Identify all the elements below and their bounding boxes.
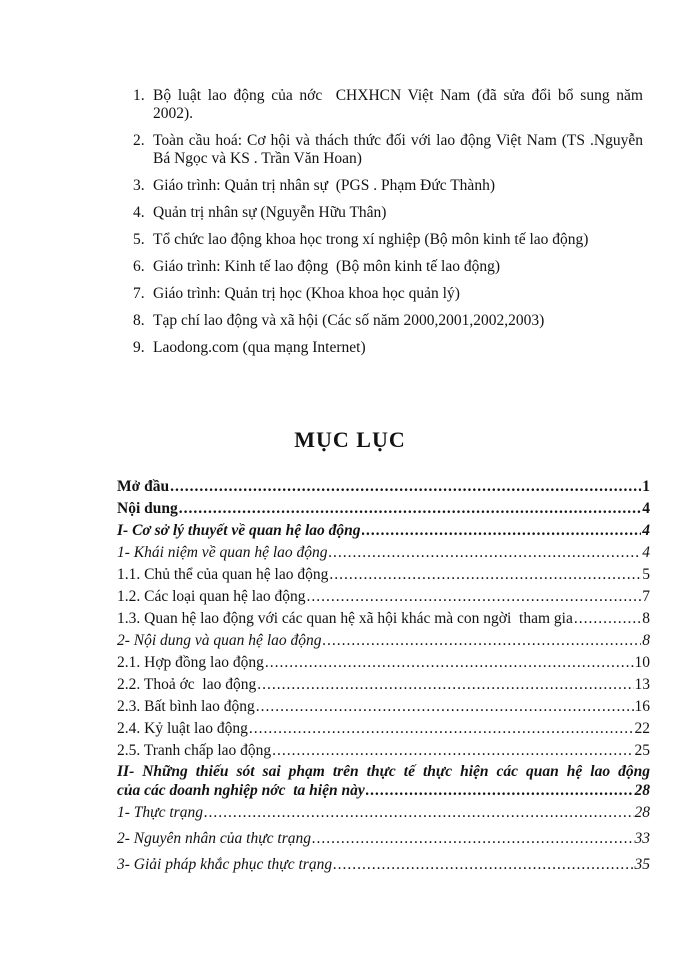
reference-number: 4. — [133, 204, 145, 221]
toc-page-number: 7 — [642, 588, 650, 605]
toc-entry — [117, 476, 650, 498]
toc-entry — [117, 696, 650, 718]
reference-list — [133, 87, 643, 366]
toc-page-number: 28 — [634, 782, 650, 799]
toc-leader-dots — [574, 608, 641, 630]
toc-page-number: 1 — [642, 478, 650, 495]
toc-entry-label: 2- Nguyên nhân của thực trạng — [117, 830, 311, 847]
reference-text: Tạp chí lao động và xã hội (Các số năm 2000,2001,2002,2003) — [153, 312, 545, 329]
reference-number: 1. — [133, 87, 145, 104]
toc-entry — [117, 652, 650, 674]
toc-leader-dots — [307, 586, 642, 608]
toc-leader-dots — [323, 630, 642, 652]
reference-text: Toàn cầu hoá: Cơ hội và thách thức đối với lao động Việt Nam (TS .Nguyễn Bá Ngọc và KS . Trần Văn Hoan) — [153, 132, 643, 167]
toc-entry-label: 1- Khái niệm về quan hệ lao động — [117, 544, 328, 561]
reference-item — [133, 132, 643, 168]
toc-page-number: 33 — [634, 830, 650, 847]
toc-leader-dots — [312, 826, 634, 852]
toc-entry-label: của các doanh nghiệp nớc ta hiện này — [117, 782, 365, 799]
reference-item — [133, 231, 643, 249]
reference-number: 7. — [133, 285, 145, 302]
toc-entry-label: 1.2. Các loại quan hệ lao động — [117, 588, 306, 605]
toc-leader-dots — [256, 696, 634, 718]
toc-page-number: 25 — [634, 742, 650, 759]
toc-page-number: 10 — [634, 654, 650, 671]
reference-item — [133, 285, 643, 303]
toc-entry — [117, 852, 650, 878]
toc-page-number: 22 — [634, 720, 650, 737]
reference-item — [133, 177, 643, 195]
toc-leader-dots — [333, 852, 633, 878]
toc-entry — [117, 608, 650, 630]
reference-text: Quản trị nhân sự (Nguyễn Hữu Thân) — [153, 204, 387, 221]
toc-entry — [117, 542, 650, 564]
toc-leader-dots — [204, 800, 634, 826]
reference-item — [133, 87, 643, 123]
toc-entry — [117, 740, 650, 762]
toc-leader-dots — [265, 652, 634, 674]
toc-entry-label: 1.3. Quan hệ lao động với các quan hệ xã hội khác mà con ngời tham gia — [117, 610, 573, 627]
toc-entry — [117, 586, 650, 608]
toc-list — [117, 476, 650, 878]
toc-leader-dots — [362, 520, 642, 542]
toc-entry — [117, 520, 650, 542]
reference-number: 5. — [133, 231, 145, 248]
toc-entry — [117, 674, 650, 696]
toc-page-number: 8 — [642, 610, 650, 627]
reference-number: 6. — [133, 258, 145, 275]
toc-page-number: 28 — [634, 804, 650, 821]
toc-entry — [117, 498, 650, 520]
toc-entry — [117, 826, 650, 852]
reference-item — [133, 258, 643, 276]
toc-page-number: 8 — [642, 632, 650, 649]
toc-entry — [117, 762, 650, 781]
toc-leader-dots — [329, 542, 642, 564]
toc-leader-dots — [272, 740, 633, 762]
toc-entry — [117, 630, 650, 652]
toc-leader-dots — [249, 718, 634, 740]
reference-text: Bộ luật lao động của nớc CHXHCN Việt Nam (đã sửa đổi bổ sung năm 2002). — [153, 87, 643, 122]
toc-leader-dots — [179, 498, 642, 520]
toc-leader-dots — [170, 476, 641, 498]
toc-entry-label: 2.3. Bất bình lao động — [117, 698, 255, 715]
toc-entry — [117, 718, 650, 740]
toc-page-number: 16 — [634, 698, 650, 715]
toc-page-number: 35 — [634, 856, 650, 873]
toc-entry-label: 2.4. Kỷ luật lao động — [117, 720, 248, 737]
toc-leader-dots — [366, 781, 634, 800]
toc-entry — [117, 781, 650, 800]
reference-item — [133, 339, 643, 357]
toc-title: MỤC LỤC — [294, 427, 406, 452]
reference-text: Giáo trình: Kinh tế lao động (Bộ môn kinh tế lao động) — [153, 258, 500, 275]
reference-text: Giáo trình: Quản trị nhân sự (PGS . Phạm Đức Thành) — [153, 177, 495, 194]
toc-page-number: 13 — [634, 676, 650, 693]
reference-number: 2. — [133, 132, 145, 149]
reference-text: Tổ chức lao động khoa học trong xí nghiệp (Bộ môn kinh tế lao động) — [153, 231, 589, 248]
toc-entry-label: II- Những thiếu sót sai phạm trên thực tế thực hiện các quan hệ lao động — [117, 763, 650, 780]
toc-entry-label: I- Cơ sở lý thuyết về quan hệ lao động — [117, 522, 361, 539]
toc-entry-label: 3- Giải pháp khắc phục thực trạng — [117, 856, 333, 873]
toc-entry — [117, 800, 650, 826]
toc-entry-label: 1- Thực trạng — [117, 804, 203, 821]
toc-entry-label: 2.1. Hợp đồng lao động — [117, 654, 264, 671]
toc-leader-dots — [257, 674, 633, 696]
reference-number: 3. — [133, 177, 145, 194]
toc-entry-label: 2.2. Thoả ớc lao động — [117, 676, 257, 693]
toc-entry-label: Mở đầu — [117, 478, 170, 495]
toc-leader-dots — [329, 564, 641, 586]
reference-text: Giáo trình: Quản trị học (Khoa khoa học quản lý) — [153, 285, 460, 302]
reference-item — [133, 204, 643, 222]
reference-number: 9. — [133, 339, 145, 356]
toc-entry-label: 2- Nội dung và quan hệ lao động — [117, 632, 322, 649]
toc-entry-label: Nội dung — [117, 500, 178, 517]
toc-page-number: 4 — [642, 500, 650, 517]
toc-entry-label: 2.5. Tranh chấp lao động — [117, 742, 272, 759]
toc-entry — [117, 564, 650, 586]
toc-page-number: 4 — [642, 544, 650, 561]
toc-entry-label: 1.1. Chủ thể của quan hệ lao động — [117, 566, 329, 583]
reference-item — [133, 312, 643, 330]
toc-page-number: 4 — [642, 522, 650, 539]
reference-number: 8. — [133, 312, 145, 329]
toc-page-number: 5 — [642, 566, 650, 583]
reference-text: Laodong.com (qua mạng Internet) — [153, 339, 366, 356]
